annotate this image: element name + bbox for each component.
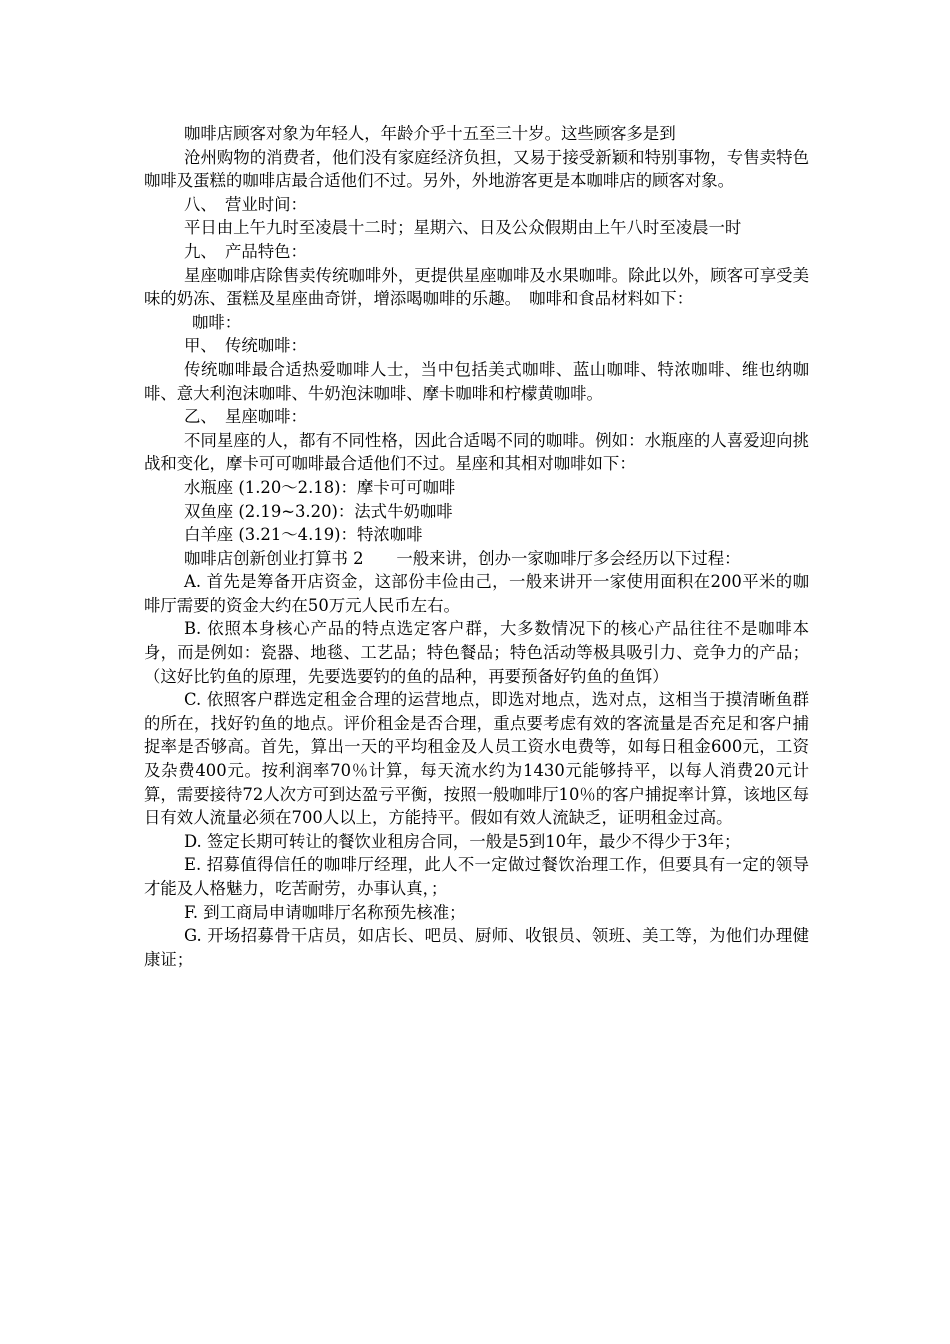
document-body	[144, 122, 809, 971]
paragraph-traditional-coffee: 传统咖啡最合适热爱咖啡人士，当中包括美式咖啡、蓝山咖啡、特浓咖啡、维也纳咖啡、意大利泡沫咖啡、牛奶泡沫咖啡、摩卡咖啡和柠檬黄咖啡。	[144, 359, 809, 403]
step-c: C. 依照客户群选定租金合理的运营地点，即选对地点，选对点，这相当于摸清晰鱼群的所在，找好钓鱼的地点。评价租金是否合理，重点要考虑有效的客流量是否充足和客户捕捉率是否够高。首先，算出一天的平均租金及人员工资水电费等，如每日租金600元，工资及杂费400元。按利润率70％计算，每天流水约为1430元能够持平，以每人消费20元计算，需要接待72人次方可到达盈亏平衡，按照一般咖啡厅10％的客户捕捉率计算，该地区每日有效人流量必须在700人以上，方能持平。假如有效人流缺乏，证明租金过高。	[144, 690, 809, 828]
step-a: A. 首先是筹备开店资金，这部份丰俭由己，一般来讲开一家使用面积在200平米的咖啡厅需要的资金大约在50万元人民币左右。	[144, 572, 809, 615]
step-e: E. 招募值得信任的咖啡厅经理，此人不一定做过餐饮治理工作，但要具有一定的领导才能及人格魅力，吃苦耐劳，办事认真，；	[144, 855, 809, 898]
step-d: D. 签定长期可转让的餐饮业租房合同，一般是5到10年，最少不得少于3年；	[184, 831, 741, 851]
heading-business-hours: 八、 营业时间：	[184, 194, 307, 214]
paragraph-product-features: 星座咖啡店除售卖传统咖啡外，更提供星座咖啡及水果咖啡。除此以外，顾客可享受美味的奶冻、蛋糕及星座曲奇饼，增添喝咖啡的乐趣。 咖啡和食品材料如下：	[144, 265, 809, 309]
step-g: G. 开场招募骨干店员，如店长、吧员、厨师、收银员、领班、美工等，为他们办理健康证；	[144, 926, 809, 969]
step-b: B. 依照本身核心产品的特点选定客户群，大多数情况下的核心产品往往不是咖啡本身，而是例如：瓷器、地毯、工艺品；特色餐品；特色活动等极具吸引力、竞争力的产品；（这好比钓鱼的原理，先要选要钓的鱼的品种，再要预备好钓鱼的鱼饵）	[144, 619, 809, 686]
paragraph-business-hours: 平日由上午九时至凌晨十二时；星期六、日及公众假期由上午八时至凌晨一时	[184, 218, 742, 238]
zodiac-pisces: 双鱼座 (2.19~3.20)：法式牛奶咖啡	[184, 501, 453, 521]
heading-zodiac-coffee: 乙、 星座咖啡：	[184, 407, 307, 427]
paragraph-plan-2-intro: 咖啡店创新创业打算书 2 一般来讲，创办一家咖啡厅多会经历以下过程：	[184, 548, 741, 568]
subheading-coffee: 咖啡：	[192, 312, 242, 332]
zodiac-aquarius: 水瓶座 (1.20～2.18)：摩卡可可咖啡	[184, 477, 456, 497]
zodiac-aries: 白羊座 (3.21～4.19)：特浓咖啡	[184, 525, 423, 545]
step-f: F. 到工商局申请咖啡厅名称预先核准；	[184, 902, 466, 922]
paragraph-zodiac-coffee: 不同星座的人，都有不同性格，因此合适喝不同的咖啡。例如：水瓶座的人喜爱迎向挑战和变化，摩卡可可咖啡最合适他们不过。星座和其相对咖啡如下：	[144, 430, 809, 474]
paragraph-customers-intro: 咖啡店顾客对象为年轻人，年龄介乎十五至三十岁。这些顾客多是到	[184, 124, 676, 143]
heading-product-features: 九、 产品特色：	[184, 241, 307, 261]
heading-traditional-coffee: 甲、 传统咖啡：	[184, 336, 307, 356]
paragraph-customers-detail: 沧州购物的消费者，他们没有家庭经济负担，又易于接受新颖和特别事物，专售卖特色咖啡及蛋糕的咖啡店最合适他们不过。另外，外地游客更是本咖啡店的顾客对象。	[144, 147, 809, 191]
